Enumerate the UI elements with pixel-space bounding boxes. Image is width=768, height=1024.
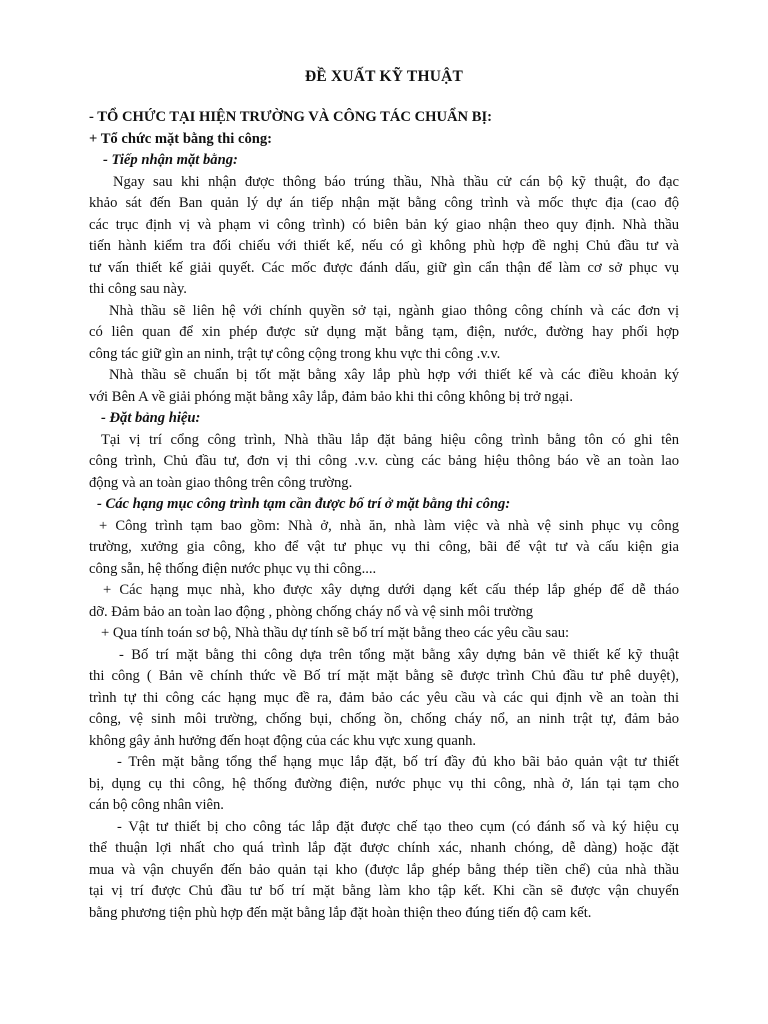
body-text-line: có liên quan để xin phép được sử dụng mặt bằng tạm, điện, nước, đường hay phối hợp: [89, 324, 679, 340]
body-text-line: trường, xưởng gia công, kho để vật tư phục vụ thi công, bãi để vật tư và cấu kiện gia: [89, 539, 679, 555]
body-text-line: mua và vận chuyển đến bảo quản tại kho (được lắp ghép bằng thép tiền chế) của nhà thầu: [89, 861, 679, 878]
body-text-line: Nhà thầu sẽ chuẩn bị tốt mặt bằng xây lắp phù hợp với thiết kế và các điều khoản ký: [109, 367, 679, 383]
body-text-line: với Bên A về giải phóng mặt bằng xây lắp, đảm bảo khi thi công không bị trở ngại.: [89, 388, 573, 405]
body-text-line: công tác giữ gìn an ninh, trật tự công cộng trong khu vực thi công .v.v.: [89, 345, 501, 362]
body-text-line: bằng phương tiện phù hợp đến mặt bằng lắp đặt hoàn thiện theo đúng tiến độ cam kết.: [89, 904, 592, 921]
body-text-line: + Công trình tạm bao gồm: Nhà ở, nhà ăn, nhà làm việc và nhà vệ sinh phục vụ công: [99, 517, 679, 534]
body-text-line: - Trên mặt bằng tổng thể hạng mục lắp đặt, bố trí đầy đủ kho bãi bảo quản vật tư thiết: [117, 754, 679, 770]
body-text-line: thể thuận lợi nhất cho quá trình lắp đặt được chính xác, nhanh chóng, dễ dàng) hoặc đặt: [89, 840, 679, 856]
body-text-line: + Các hạng mục nhà, kho được xây dựng dưới dạng kết cấu thép lắp ghép để dễ tháo: [103, 582, 679, 598]
body-text-line: Tại vị trí cổng công trình, Nhà thầu lắp đặt bảng hiệu công trình bằng tôn có ghi tên: [101, 431, 679, 448]
body-text-line: công, vệ sinh môi trường, chống bụi, chống ồn, chống cháy nổ, an ninh trật tự, đảm bảo: [89, 711, 679, 727]
body-text-line: động và an toàn giao thông trên công trường.: [89, 474, 353, 491]
body-text-line: bị, dụng cụ thi công, hệ thống đường điện, nước phục vụ thi công, nhà ở, lán tại tạm cho: [89, 775, 679, 792]
body-text-line: + Qua tính toán sơ bộ, Nhà thầu dự tính sẽ bố trí mặt bằng theo các yêu cầu sau:: [101, 625, 570, 641]
section-heading-line: - Đặt bảng hiệu:: [101, 410, 201, 426]
body-text-line: cán bộ công nhân viên.: [89, 797, 224, 813]
body-text-line: trình tự thi công các hạng mục đề ra, đảm bảo các yêu cầu và các qui định về an toàn thi: [89, 689, 679, 706]
body-text-line: dỡ. Đảm bảo an toàn lao động , phòng chống cháy nổ và vệ sinh môi trường: [89, 603, 534, 620]
body-text-line: - Vật tư thiết bị cho công tác lắp đặt được chế tạo theo cụm (có đánh số và ký hiệu cụ: [117, 818, 679, 835]
body-text-line: Ngay sau khi nhận được thông báo trúng thầu, Nhà thầu cử cán bộ kỹ thuật, đo đạc: [113, 173, 679, 190]
document-title: ĐỀ XUẤT KỸ THUẬT: [304, 68, 464, 85]
section-heading-line: + Tổ chức mặt bằng thi công:: [89, 130, 273, 147]
body-text-line: khảo sát đến Ban quản lý dự án tiếp nhận mặt bằng công trình và mốc thực địa (cao độ: [89, 195, 679, 211]
body-text-line: các trục định vị và phạm vi công trình) có biên bản ký giao nhận theo quy định. Nhà thầu: [89, 216, 679, 233]
body-text-line: tiến hành kiểm tra đối chiếu với thiết kế, nếu có gì không phù hợp đề nghị Chủ đầu tư và: [89, 238, 679, 254]
body-text-line: tư vấn thiết kế giải quyết. Các mốc được đánh dấu, giữ gìn cẩn thận để làm cơ sở phục vụ: [89, 259, 679, 276]
body-text-line: công sẵn, hệ thống điện nước phục vụ thi công....: [89, 560, 377, 577]
body-text-line: Nhà thầu sẽ liên hệ với chính quyền sở tại, ngành giao thông công chính và các đơn vị: [109, 302, 679, 319]
body-text-line: không gây ảnh hưởng đến hoạt động của các khu vực xung quanh.: [89, 732, 477, 749]
section-heading-line: - Tiếp nhận mặt bằng:: [103, 152, 238, 168]
section-heading-line: - TỔ CHỨC TẠI HIỆN TRƯỜNG VÀ CÔNG TÁC CHUẨN BỊ:: [89, 109, 492, 125]
body-text-line: tại vị trí được Chủ đầu tư bố trí mặt bằng làm kho tập kết. Khi cần sẽ được vận chuyển: [89, 883, 679, 899]
body-text-line: công trình, Chủ đầu tư, đơn vị thi công .v.v. cùng các bảng hiệu thông báo về an toàn lao: [89, 453, 679, 469]
body-text-line: thi công ( Bản vẽ chính thức về Bố trí mặt mặt bằng sẽ được trình Chủ đầu tư phê duyệt),: [89, 668, 679, 684]
section-heading-line: - Các hạng mục công trình tạm cần được bố trí ở mặt bằng thi công:: [97, 496, 511, 512]
body-text-line: thi công sau này.: [89, 281, 187, 297]
document-body: [89, 107, 679, 924]
body-text-line: - Bố trí mặt bằng thi công dựa trên tổng mặt bằng xây dựng bản vẽ thiết kế kỹ thuật: [119, 646, 679, 663]
